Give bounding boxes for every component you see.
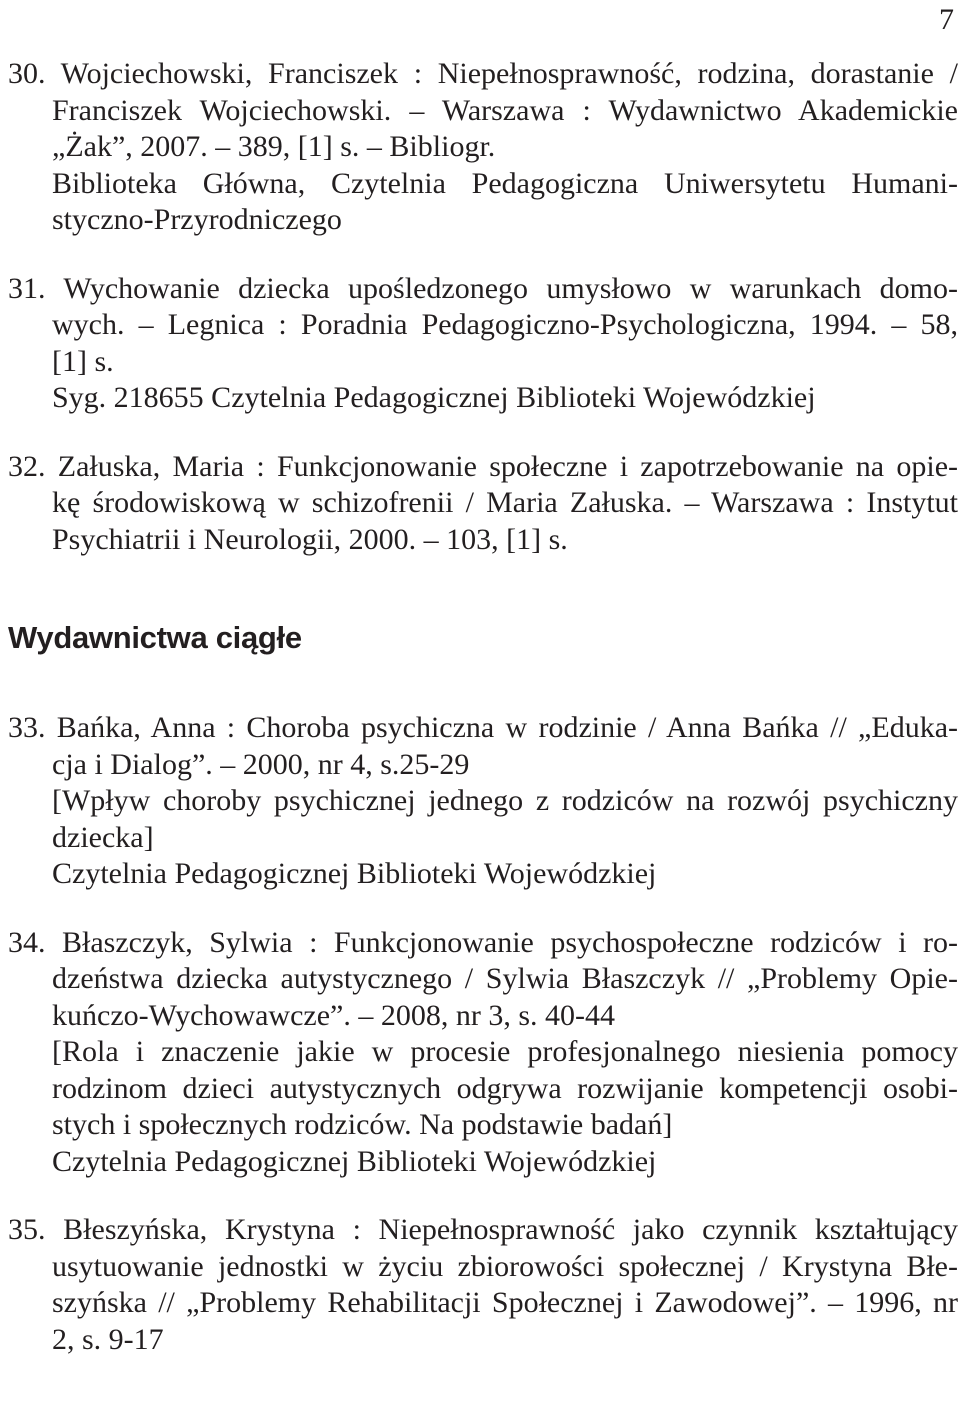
entry-line: Wychowanie dziecka upośledzonego umysłowo w warunkach domo- [63,271,958,305]
entry-line: [1] s. [52,344,114,378]
entry-line: [Rola i znaczenie jakie w procesie profesjonalnego niesienia pomocy [52,1035,958,1068]
section-heading: Wydawnictwa ciągłe [8,620,302,655]
entry-number: 32. [8,449,46,483]
entry-number: 35. [8,1213,46,1246]
bibliography-entry-34 [8,925,958,1181]
entry-line: Załuska, Maria : Funkcjonowanie społeczne i zapotrzebowanie na opie- [57,449,958,483]
entry-line: usytuowanie jednostki w życiu zbiorowości społecznej / Krystyna Błe- [52,1249,958,1283]
entry-line: „Żak”, 2007. – 389, [1] s. – Bibliogr. [52,130,496,163]
entry-line: styczno-Przyrodniczego [52,203,342,236]
bibliography-entry-35 [8,1212,958,1358]
entry-line: [Wpływ choroby psychicznej jednego z rodziców na rozwój psychiczny [52,784,958,817]
entry-line: dzeństwa dziecka autystycznego / Sylwia Błaszczyk // „Problemy Opie- [52,962,958,995]
entry-line: Bańka, Anna : Choroba psychiczna w rodzinie / Anna Bańka // „Eduka- [56,711,959,744]
entry-line: szyńska // „Problemy Rehabilitacji Społecznej i Zawodowej”. – 1996, nr [52,1286,958,1319]
entry-number: 33. [8,711,46,744]
bibliography-column [8,56,958,1358]
entry-line: Psychiatrii i Neurologii, 2000. – 103, [1] s. [52,522,568,556]
entry-line: Syg. 218655 Czytelnia Pedagogicznej Biblioteki Wojewódzkiej [52,381,816,414]
bibliography-entry-31 [8,271,958,417]
entry-line: 2, s. 9-17 [52,1322,164,1356]
entry-line: Błaszczyk, Sylwia : Funkcjonowanie psychospołeczne rodziców i ro- [61,925,958,959]
entry-number: 30. [8,57,46,90]
entry-line: cja i Dialog”. – 2000, nr 4, s.25-29 [52,747,470,781]
entry-line: dziecka] [52,820,154,854]
bibliography-entry-33 [8,710,958,893]
entry-line: Biblioteka Główna, Czytelnia Pedagogiczna Uniwersytetu Humani- [52,166,958,200]
entry-line: Czytelnia Pedagogicznej Biblioteki Wojewódzkiej [52,1144,657,1178]
page-number: 7 [939,3,954,36]
entry-number: 34. [8,925,46,959]
entry-line: Franciszek Wojciechowski. – Warszawa : Wydawnictwo Akademickie [52,93,958,127]
entry-line: Wojciechowski, Franciszek : Niepełnosprawność, rodzina, dorastanie / [60,57,958,90]
entry-line: kuńczo-Wychowawcze”. – 2008, nr 3, s. 40-44 [52,998,616,1032]
bibliography-entry-32 [8,449,958,559]
entry-line: Czytelnia Pedagogicznej Biblioteki Wojewódzkiej [52,857,657,890]
entry-number: 31. [8,271,46,305]
bibliography-entry-30 [8,56,958,239]
entry-line: Błeszyńska, Krystyna : Niepełnosprawność jako czynnik kształtujący [63,1213,959,1246]
entry-line: stych i społecznych rodziców. Na podstawie badań] [52,1108,673,1141]
entry-line: wych. – Legnica : Poradnia Pedagogiczno-Psychologiczna, 1994. – 58, [52,308,958,341]
entry-line: rodzinom dzieci autystycznych odgrywa rozwijanie kompetencji osobi- [52,1071,958,1105]
entry-line: kę środowiskową w schizofrenii / Maria Załuska. – Warszawa : Instytut [52,486,958,519]
